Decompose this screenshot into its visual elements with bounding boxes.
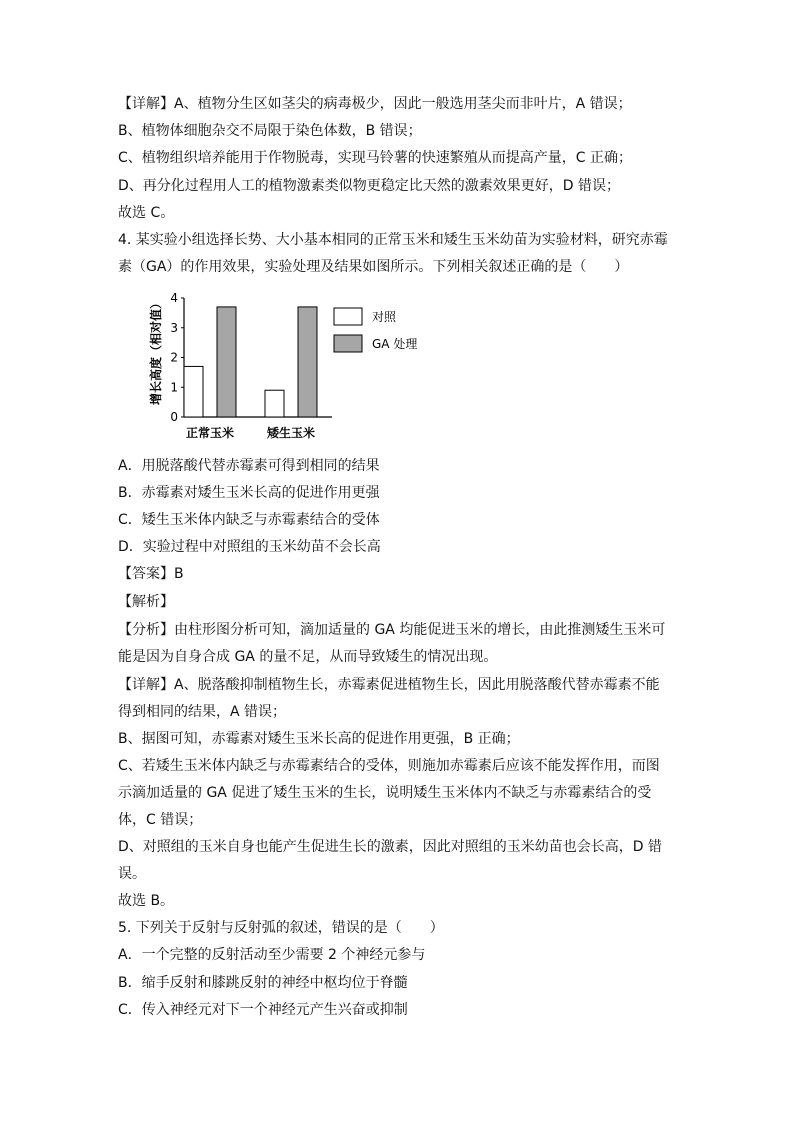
conclusion-line-2: 故选 B。 bbox=[118, 893, 175, 909]
y-tick-label: 2 bbox=[170, 350, 178, 365]
question-4-line-2: 素（GA）的作用效果，实验处理及结果如图所示。下列相关叙述正确的是（ ） bbox=[118, 259, 629, 275]
bar-0-0 bbox=[184, 366, 203, 417]
q5-option-a: A．一个完整的反射活动至少需要 2 个神经元参与 bbox=[118, 947, 426, 963]
analysis-heading: 【解析】 bbox=[118, 594, 174, 610]
q4-option-c: C．矮生玉米体内缺乏与赤霉素结合的受体 bbox=[118, 512, 380, 528]
y-tick-label: 4 bbox=[170, 291, 178, 305]
q5-option-c: C．传入神经元对下一个神经元产生兴奋或抑制 bbox=[118, 1002, 408, 1018]
chart-legend bbox=[334, 308, 417, 352]
detail-line-2: 得到相同的结果，A 错误； bbox=[118, 704, 287, 720]
chart-y-ticks bbox=[170, 291, 184, 424]
chart-bars bbox=[184, 307, 317, 417]
bar-0-1 bbox=[217, 307, 236, 417]
q4-option-a: A．用脱落酸代替赤霉素可得到相同的结果 bbox=[118, 458, 380, 474]
category-label: 正常玉米 bbox=[185, 426, 235, 440]
conclusion-line: 故选 C。 bbox=[118, 205, 175, 221]
bar-1-0 bbox=[265, 390, 284, 417]
detail-line-1: 【详解】A、脱落酸抑制植物生长，赤霉素促进植物生长，因此用脱落酸代替赤霉素不能 bbox=[118, 677, 660, 693]
detail-line-4: C、若矮生玉米体内缺乏与赤霉素结合的受体，则施加赤霉素后应该不能发挥作用，而图 bbox=[118, 758, 660, 774]
detail-line-5: 示滴加适量的 GA 促进了矮生玉米的生长，说明矮生玉米体内不缺乏与赤霉素结合的受 bbox=[118, 785, 652, 801]
chart-categories bbox=[186, 425, 315, 440]
legend-label: GA 处理 bbox=[372, 337, 418, 351]
bar-1-1 bbox=[298, 307, 317, 417]
explanation-line-d: D、再分化过程用人工的植物激素类似物更稳定比天然的激素效果更好，D 错误； bbox=[118, 178, 621, 194]
y-tick-label: 3 bbox=[170, 320, 178, 335]
bar-chart bbox=[148, 286, 468, 451]
detail-line-7: D、对照组的玉米自身也能产生促进生长的激素，因此对照组的玉米幼苗也会长高，D 错 bbox=[118, 839, 663, 855]
legend-swatch bbox=[334, 335, 362, 352]
question-4-line-1: 4. 某实验小组选择长势、大小基本相同的正常玉米和矮生玉米幼苗为实验材料，研究赤霉 bbox=[118, 232, 668, 248]
explanation-line-c: C、植物组织培养能用于作物脱毒，实现马铃薯的快速繁殖从而提高产量，C 正确； bbox=[118, 150, 632, 166]
category-label: 矮生玉米 bbox=[266, 426, 316, 440]
explanation-line-b: B、植物体细胞杂交不局限于染色体数，B 错误； bbox=[118, 123, 422, 139]
detail-line-3: B、据图可知，赤霉素对矮生玉米长高的促进作用更强，B 正确； bbox=[118, 731, 520, 747]
answer-line: 【答案】B bbox=[118, 566, 184, 582]
y-tick-label: 0 bbox=[170, 410, 178, 424]
analysis-line-2: 能是因为自身合成 GA 的量不足，从而导致矮生的情况出现。 bbox=[118, 649, 498, 665]
q4-option-b: B．赤霉素对矮生玉米长高的促进作用更强 bbox=[118, 485, 380, 501]
question-5-line: 5. 下列关于反射与反射弧的叙述，错误的是（ ） bbox=[118, 920, 444, 936]
analysis-line-1: 【分析】由柱形图分析可知，滴加适量的 GA 均能促进玉米的增长，由此推测矮生玉米可 bbox=[118, 622, 666, 638]
chart-y-axis-label: 增长高度（相对值） bbox=[149, 296, 163, 406]
legend-swatch bbox=[334, 308, 362, 325]
y-tick-label: 1 bbox=[170, 380, 178, 395]
q4-option-d: D．实验过程中对照组的玉米幼苗不会长高 bbox=[118, 539, 381, 555]
detail-line-8: 误。 bbox=[118, 866, 146, 882]
detail-line-6: 体，C 错误； bbox=[118, 812, 203, 828]
q5-option-b: B．缩手反射和膝跳反射的神经中枢均位于脊髓 bbox=[118, 975, 408, 991]
legend-label: 对照 bbox=[372, 310, 397, 324]
explanation-line-a: 【详解】A、植物分生区如茎尖的病毒极少，因此一般选用茎尖而非叶片，A 错误； bbox=[118, 96, 632, 112]
